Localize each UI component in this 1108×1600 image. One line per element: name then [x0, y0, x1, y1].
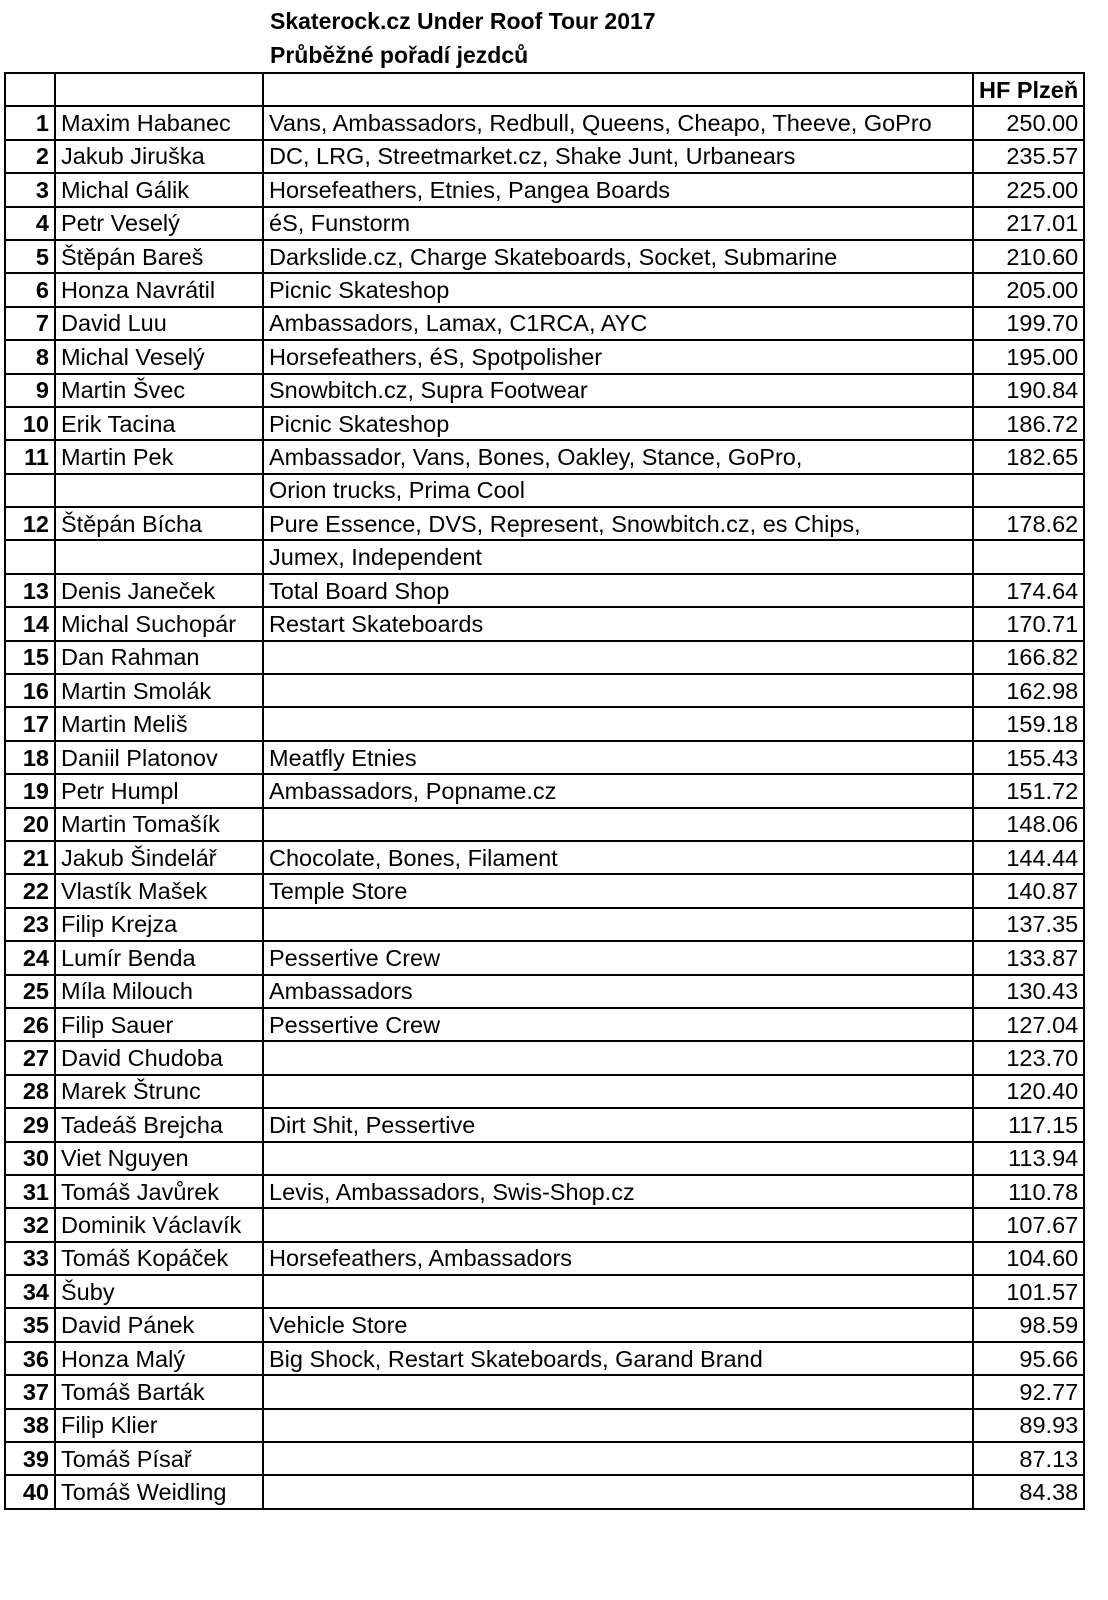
score-cell: 195.00	[973, 340, 1084, 373]
score-cell: 186.72	[973, 407, 1084, 440]
rank-cell: 15	[5, 641, 55, 674]
rider-name-cell: Martin Tomašík	[55, 808, 263, 841]
rank-cell: 16	[5, 674, 55, 707]
score-cell: 162.98	[973, 674, 1084, 707]
sponsors-cell: Picnic Skateshop	[263, 273, 973, 306]
rank-cell	[5, 474, 55, 507]
rank-cell: 36	[5, 1342, 55, 1375]
table-row	[5, 173, 1084, 206]
table-row	[5, 841, 1084, 874]
score-cell: 159.18	[973, 707, 1084, 740]
rider-name-cell: Štěpán Bareš	[55, 240, 263, 273]
sponsors-cell	[263, 1075, 973, 1108]
sponsors-cell: Pure Essence, DVS, Represent, Snowbitch.cz, es Chips,	[263, 507, 973, 540]
sponsors-cell	[263, 1409, 973, 1442]
rider-name-cell: Michal Veselý	[55, 340, 263, 373]
rider-name-cell: Michal Suchopár	[55, 607, 263, 640]
sponsors-cell: Horsefeathers, Etnies, Pangea Boards	[263, 173, 973, 206]
table-row	[5, 641, 1084, 674]
sponsors-cell	[263, 707, 973, 740]
sponsors-cell: Jumex, Independent	[263, 540, 973, 573]
rider-name-cell: Jakub Šindelář	[55, 841, 263, 874]
rank-cell: 38	[5, 1409, 55, 1442]
rider-name-cell: Erik Tacina	[55, 407, 263, 440]
score-cell: 235.57	[973, 140, 1084, 173]
header-score: HF Plzeň	[973, 73, 1084, 106]
rider-name-cell: Šuby	[55, 1275, 263, 1308]
sponsors-cell: Vehicle Store	[263, 1308, 973, 1341]
score-cell	[973, 474, 1084, 507]
sponsors-cell	[263, 1142, 973, 1175]
sponsors-cell	[263, 1041, 973, 1074]
table-row	[5, 407, 1084, 440]
table-row	[5, 1375, 1084, 1408]
rank-cell: 24	[5, 941, 55, 974]
rider-name-cell: Filip Sauer	[55, 1008, 263, 1041]
rank-cell: 32	[5, 1208, 55, 1241]
table-row	[5, 1175, 1084, 1208]
score-cell: 190.84	[973, 374, 1084, 407]
table-row	[5, 1142, 1084, 1175]
sponsors-cell	[263, 1475, 973, 1508]
table-row	[5, 106, 1084, 139]
sponsors-cell	[263, 808, 973, 841]
rank-cell: 9	[5, 374, 55, 407]
score-cell: 182.65	[973, 440, 1084, 473]
rider-name-cell: Tomáš Javůrek	[55, 1175, 263, 1208]
table-row	[5, 574, 1084, 607]
table-row	[5, 507, 1084, 540]
score-cell: 178.62	[973, 507, 1084, 540]
title-line-2: Průběžné pořadí jezdců	[270, 42, 529, 68]
sponsors-cell: Picnic Skateshop	[263, 407, 973, 440]
sponsors-cell: Ambassadors, Lamax, C1RCA, AYC	[263, 307, 973, 340]
sponsors-cell	[263, 1375, 973, 1408]
score-cell: 166.82	[973, 641, 1084, 674]
table-row	[5, 340, 1084, 373]
table-row	[5, 1442, 1084, 1475]
score-cell: 113.94	[973, 1142, 1084, 1175]
rider-name-cell: Martin Meliš	[55, 707, 263, 740]
table-row	[5, 273, 1084, 306]
rank-cell: 4	[5, 207, 55, 240]
sponsors-cell: Temple Store	[263, 874, 973, 907]
sponsors-cell: Snowbitch.cz, Supra Footwear	[263, 374, 973, 407]
sponsors-cell: éS, Funstorm	[263, 207, 973, 240]
rider-name-cell: Dominik Václavík	[55, 1208, 263, 1241]
table-row	[5, 307, 1084, 340]
rank-cell: 14	[5, 607, 55, 640]
table-row	[5, 707, 1084, 740]
table-row	[5, 1409, 1084, 1442]
table-row	[5, 440, 1084, 473]
rank-cell: 6	[5, 273, 55, 306]
rider-name-cell	[55, 474, 263, 507]
rank-cell: 17	[5, 707, 55, 740]
rider-name-cell: Honza Navrátil	[55, 273, 263, 306]
table-row	[5, 908, 1084, 941]
standings-body	[5, 73, 1084, 1509]
score-cell: 148.06	[973, 808, 1084, 841]
sponsors-cell: DC, LRG, Streetmarket.cz, Shake Junt, Urbanears	[263, 140, 973, 173]
rank-cell: 33	[5, 1242, 55, 1275]
rider-name-cell: Tomáš Barták	[55, 1375, 263, 1408]
table-row	[5, 674, 1084, 707]
rank-cell: 22	[5, 874, 55, 907]
rider-name-cell: David Pánek	[55, 1308, 263, 1341]
score-cell	[973, 540, 1084, 573]
rider-name-cell: Denis Janeček	[55, 574, 263, 607]
rank-cell: 7	[5, 307, 55, 340]
table-row	[5, 1308, 1084, 1341]
score-cell: 174.64	[973, 574, 1084, 607]
rider-name-cell: Daniil Platonov	[55, 741, 263, 774]
score-cell: 137.35	[973, 908, 1084, 941]
table-row	[5, 474, 1084, 507]
sponsors-cell: Darkslide.cz, Charge Skateboards, Socket, Submarine	[263, 240, 973, 273]
rank-cell	[5, 540, 55, 573]
score-cell: 89.93	[973, 1409, 1084, 1442]
rank-cell: 18	[5, 741, 55, 774]
table-row	[5, 975, 1084, 1008]
sponsors-cell: Ambassadors	[263, 975, 973, 1008]
rank-cell: 1	[5, 106, 55, 139]
sponsors-cell	[263, 1442, 973, 1475]
sponsors-cell	[263, 641, 973, 674]
sponsors-cell: Total Board Shop	[263, 574, 973, 607]
sponsors-cell: Chocolate, Bones, Filament	[263, 841, 973, 874]
score-cell: 110.78	[973, 1175, 1084, 1208]
rank-cell: 31	[5, 1175, 55, 1208]
score-cell: 92.77	[973, 1375, 1084, 1408]
score-cell: 225.00	[973, 173, 1084, 206]
sponsors-cell: Restart Skateboards	[263, 607, 973, 640]
table-row	[5, 1242, 1084, 1275]
rank-cell: 25	[5, 975, 55, 1008]
score-cell: 120.40	[973, 1075, 1084, 1108]
rider-name-cell: Maxim Habanec	[55, 106, 263, 139]
sponsors-cell: Levis, Ambassadors, Swis-Shop.cz	[263, 1175, 973, 1208]
rider-name-cell: Filip Krejza	[55, 908, 263, 941]
rider-name-cell: Tomáš Weidling	[55, 1475, 263, 1508]
score-cell: 107.67	[973, 1208, 1084, 1241]
score-cell: 127.04	[973, 1008, 1084, 1041]
rank-cell: 30	[5, 1142, 55, 1175]
table-row	[5, 774, 1084, 807]
page-title	[270, 4, 656, 72]
rider-name-cell: Tomáš Kopáček	[55, 1242, 263, 1275]
score-cell: 205.00	[973, 273, 1084, 306]
rank-cell: 21	[5, 841, 55, 874]
rank-cell: 13	[5, 574, 55, 607]
score-cell: 155.43	[973, 741, 1084, 774]
table-row	[5, 1275, 1084, 1308]
rider-name-cell: David Luu	[55, 307, 263, 340]
sponsors-cell	[263, 1208, 973, 1241]
table-row	[5, 1041, 1084, 1074]
sponsors-cell: Horsefeathers, Ambassadors	[263, 1242, 973, 1275]
table-row	[5, 374, 1084, 407]
sponsors-cell: Orion trucks, Prima Cool	[263, 474, 973, 507]
rider-name-cell: Marek Štrunc	[55, 1075, 263, 1108]
table-row	[5, 808, 1084, 841]
rank-cell: 39	[5, 1442, 55, 1475]
table-row	[5, 1075, 1084, 1108]
score-cell: 101.57	[973, 1275, 1084, 1308]
sponsors-cell: Pessertive Crew	[263, 1008, 973, 1041]
sponsors-cell	[263, 1275, 973, 1308]
rank-cell: 10	[5, 407, 55, 440]
score-cell: 210.60	[973, 240, 1084, 273]
table-row	[5, 741, 1084, 774]
score-cell: 123.70	[973, 1041, 1084, 1074]
score-cell: 199.70	[973, 307, 1084, 340]
rank-cell: 5	[5, 240, 55, 273]
sponsors-cell	[263, 908, 973, 941]
score-cell: 98.59	[973, 1308, 1084, 1341]
score-cell: 144.44	[973, 841, 1084, 874]
header-row	[5, 73, 1084, 106]
rider-name-cell: Jakub Jiruška	[55, 140, 263, 173]
score-cell: 95.66	[973, 1342, 1084, 1375]
rank-cell: 23	[5, 908, 55, 941]
table-row	[5, 1475, 1084, 1508]
rank-cell: 8	[5, 340, 55, 373]
sponsors-cell: Pessertive Crew	[263, 941, 973, 974]
sponsors-cell: Horsefeathers, éS, Spotpolisher	[263, 340, 973, 373]
table-row	[5, 1342, 1084, 1375]
rider-name-cell: David Chudoba	[55, 1041, 263, 1074]
score-cell: 87.13	[973, 1442, 1084, 1475]
header-sponsors	[263, 73, 973, 106]
sponsors-cell: Dirt Shit, Pessertive	[263, 1108, 973, 1141]
standings-table	[4, 72, 1085, 1510]
rank-cell: 28	[5, 1075, 55, 1108]
rider-name-cell	[55, 540, 263, 573]
rider-name-cell: Viet Nguyen	[55, 1142, 263, 1175]
rider-name-cell: Martin Pek	[55, 440, 263, 473]
table-row	[5, 240, 1084, 273]
score-cell: 104.60	[973, 1242, 1084, 1275]
rank-cell: 3	[5, 173, 55, 206]
rank-cell: 19	[5, 774, 55, 807]
table-row	[5, 1008, 1084, 1041]
score-cell: 140.87	[973, 874, 1084, 907]
score-cell: 117.15	[973, 1108, 1084, 1141]
rank-cell: 20	[5, 808, 55, 841]
rider-name-cell: Lumír Benda	[55, 941, 263, 974]
rider-name-cell: Tomáš Písař	[55, 1442, 263, 1475]
rider-name-cell: Martin Švec	[55, 374, 263, 407]
rider-name-cell: Míla Milouch	[55, 975, 263, 1008]
rider-name-cell: Petr Humpl	[55, 774, 263, 807]
rider-name-cell: Štěpán Bícha	[55, 507, 263, 540]
rank-cell: 37	[5, 1375, 55, 1408]
rider-name-cell: Martin Smolák	[55, 674, 263, 707]
rank-cell: 11	[5, 440, 55, 473]
rank-cell: 40	[5, 1475, 55, 1508]
header-rank	[5, 73, 55, 106]
table-row	[5, 607, 1084, 640]
score-cell: 84.38	[973, 1475, 1084, 1508]
table-row	[5, 874, 1084, 907]
score-cell: 217.01	[973, 207, 1084, 240]
score-cell: 250.00	[973, 106, 1084, 139]
rank-cell: 2	[5, 140, 55, 173]
score-cell: 130.43	[973, 975, 1084, 1008]
rank-cell: 26	[5, 1008, 55, 1041]
sponsors-cell: Big Shock, Restart Skateboards, Garand Brand	[263, 1342, 973, 1375]
score-cell: 170.71	[973, 607, 1084, 640]
score-cell: 151.72	[973, 774, 1084, 807]
sponsors-cell: Ambassador, Vans, Bones, Oakley, Stance, GoPro,	[263, 440, 973, 473]
rider-name-cell: Vlastík Mašek	[55, 874, 263, 907]
table-row	[5, 540, 1084, 573]
table-row	[5, 140, 1084, 173]
title-line-1: Skaterock.cz Under Roof Tour 2017	[270, 8, 656, 34]
rank-cell: 12	[5, 507, 55, 540]
rank-cell: 27	[5, 1041, 55, 1074]
sponsors-cell: Meatfly Etnies	[263, 741, 973, 774]
sponsors-cell: Ambassadors, Popname.cz	[263, 774, 973, 807]
table-row	[5, 1108, 1084, 1141]
rider-name-cell: Dan Rahman	[55, 641, 263, 674]
table-row	[5, 1208, 1084, 1241]
rider-name-cell: Michal Gálik	[55, 173, 263, 206]
score-cell: 133.87	[973, 941, 1084, 974]
rider-name-cell: Honza Malý	[55, 1342, 263, 1375]
sponsors-cell: Vans, Ambassadors, Redbull, Queens, Cheapo, Theeve, GoPro	[263, 106, 973, 139]
table-row	[5, 941, 1084, 974]
rank-cell: 35	[5, 1308, 55, 1341]
rider-name-cell: Petr Veselý	[55, 207, 263, 240]
rank-cell: 34	[5, 1275, 55, 1308]
header-rider	[55, 73, 263, 106]
rider-name-cell: Filip Klier	[55, 1409, 263, 1442]
table-row	[5, 207, 1084, 240]
rider-name-cell: Tadeáš Brejcha	[55, 1108, 263, 1141]
sponsors-cell	[263, 674, 973, 707]
rank-cell: 29	[5, 1108, 55, 1141]
